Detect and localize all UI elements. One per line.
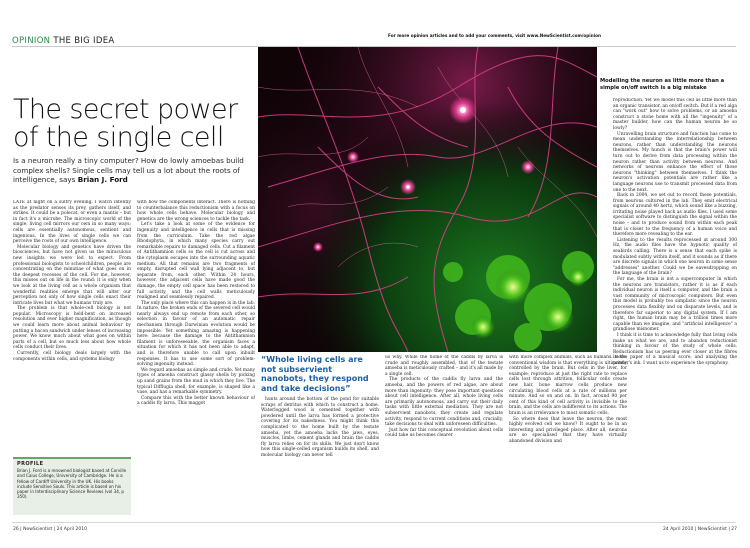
opinion-promo: For more opinion articles and to add your comments, visit www.NewScientist.com/opinion [388,33,602,38]
pull-quote: “Whole living cells are not subservient nanobots, they respond and take decisions” [261,355,369,393]
standfirst-text: Is a neuron really a tiny computer? How do lowly amoebas build complex shells? Single cells may tell us a lot about the roots of intelligence, says [13,156,244,185]
paragraph: reproduction. Yet we model this cell as little more than an organic transistor, an on/off switch. But if a red alga can "work out" how to solve problems, or an amoeba construct a stone home with all the "ingenuity" of a master builder, how can the human neuron be so lowly? [613,98,737,131]
body-column-1 [13,200,131,452]
article-standfirst [13,156,258,185]
paragraph: Currently, cell biology deals largely with the components within cells, and systems biology [13,351,131,362]
paragraph: The problem is that whole-cell biology is not popular. Microscopy is held-bent on increased resolution and ever higher magnification, as though we could learn more about animal behaviour by putting a bacon sandwich under lenses of increasing power. We know much about what goes on within parts of a cell, but so much less about how whole cells conduct their lives. [13,306,131,351]
article-headline: The secret power of the single cell [13,94,238,153]
paragraph: Just how far this conceptual revolution about cells could take us becomes clearer [385,427,503,439]
paragraph: Listening to the results reprocessed at around 300 Hz, the audio files have the hypnotic quality of seabirds calling. There is a sense that each spike is modulated subtly within itself, and it sounds as if there are discrete signals in which one neuron in some sense "addresses" another. Could we be eavesdropping on the language of the brain? [613,237,737,277]
paragraph: LATE at night on a sultry evening, I watch intently as the predator senses its prey, gathers itself, and strikes. It could be a polecat, or even a mantis – but in fact it's a microbe. The microscopic world of the single, living cell mirrors our own in so many ways: cells are essentially autonomous, sentient and ingenious. In the lives of single cells we can perceive the roots of our own intelligence. [13,200,131,245]
paragraph: Unravelling brain structure and function has come to mean understanding the interrelationship between neurons, rather than understanding the neurons themselves. My hunch is that the brain's power will turn out to derive from data processing within the neuron rather than activity between neurons. And networks of neurons enhance the effect of those neurons "thinking" between themselves. I think the neuron's activation potentials are rather like a language neurons use to transmit processed data from one to the next. [613,131,737,193]
body-column-6 [613,98,737,518]
section-header [12,36,114,46]
paragraph: The products of the caddis fly larva and the amoeba, and the powers of red algae, are about more than ingenuity: they pose important questions about cell intelligence. After all, whole living cells are primarily autonomous, and carry out their daily tasks with little external mediation. They are not subservient nanobots, they create and regulate activity, respond to current conditions and, crucially, take decisions to deal with unforeseen difficulties. [385,377,503,428]
neuron-micrograph [258,47,597,352]
body-column-5 [509,355,627,517]
footer-right: 24 April 2010 | NewScientist | 27 [663,527,737,532]
section-name: THE BIG IDEA [53,36,115,46]
body-column-2 [137,200,255,518]
body-column-4 [385,355,503,517]
paragraph: Compare this with the better known behaviour of a caddis fly larva. This maggot [137,395,255,407]
paragraph: Molecular biology and genetics have driven the biosciences, but have not given us the miraculous new insights we were led to expect. From professional biologists to schoolchildren, people are concentrating on the minutiae of what goes on in the deepest recesses of the cell. For me, however, this misses out on life in the round: it is only when we look at the living cell as a whole organism that wonderful realities emerge that will alter our perception not only of how single cells enact their intricate lives but what we humans truly are. [13,244,131,306]
paragraph: I think it is time to acknowledge fully that living cells make us what we are, and to abandon reductionist thinking in favour of the study of whole cells. Reductionism has us peering ever closer at the fibres in the paper of a musical score, and analysing the printer's ink. I want us to experience the symphony. [613,332,737,366]
paragraph: Let's take a look at some of the evidence for ingenuity and intelligence in cells that is missing from the curriculum. Take the red algae Rhodophyta, in which many species carry out remarkable repairs to damaged cells. Cut a filament of Antithamnion cells so the cell is cut across and the cytoplasm escapes into the surrounding aquatic medium. All that remains are two fragments of empty, disrupted cell wall lying adjacent to, but separate from, each other. Within 24 hours, however, the adjacent cells have made good the damage, the empty cell space has been restored to full activity, and the cell walls meticulously realigned and seamlessly repaired. [137,222,255,301]
profile-text: Brian J. Ford is a renowned biologist based at Corville and Caius College, University of Cambridge. He is a fellow of Cardiff University in the UK. His books include Sensitive Souls. This article is based on his paper in Interdisciplinary Science Reviews (vol 34, p 350). [17,468,127,500]
paragraph: with more complex animals, such as humans. Here, conventional wisdom is that everything is ultimately controlled by the brain. But cells in the liver, for example, reproduce at just the right rate to replace cells lost through attrition, follicular cells create new hair, bone marrow cells produce new circulating blood cells at a rate of millions per minute. And so on and on. In fact, around 90 per cent of this kind of cell activity is invisible to the brain, and the cells are indifferent to its actions. The brain is an irrelevance to most somatic cells. [509,355,627,416]
paragraph: us why. While the home of the caddis fly larva is crude and roughly assembled, that of the testate amoeba is meticulously crafted – and it's all made by a single cell. [385,355,503,377]
footer-left: 26 | NewScientist | 24 April 2010 [13,527,87,532]
paragraph: For me, the brain is not a supercomputer in which the neurons are transistors, rather it is as if each individual neuron is itself a computer, and the brain a vast community of microscopic computers. But even this model is probably too simplistic since the neuron processes data flexibly and on disparate levels, and is therefore far superior to any digital system. If I am right, the human brain may be a trillion times more capable than we imagine, and "artificial intelligence" a grandiose misnomer. [613,277,737,333]
footer-rule [12,522,736,523]
author-byline: Brian J. Ford [77,175,128,185]
paragraph: hunts around the bottom of the pond for suitable scraps of detritus with which to construct a home. Waterlogged wood is cemented together with powdered until the larva has formed a protective covering for its nakedness. You might think this complicated to the home built by the testate amoeba, yet the amoeba lacks the jaws, eyes, muscles, limbs, cement glands and brain the caddis fly larva relies on for its skills. We just don't know how this single-celled organism builds its shell, and molecular biology can never tell [261,397,379,458]
paragraph: The only place where this can happen is in the lab. In nature, the broken ends of the severed cell would nearly always end up remote from each other, so selection in favour of an automatic repair mechanism through Darwinian evolution would be impossible. Yet something amazing is happening here: because the damage to the Antithamnion filament is unforeseeable, the organism faces a situation for which it has not been able to adapt, and is therefore unable to call upon inbuilt responses. It has to use some sort of problem-solving ingenuity instead. [137,300,255,368]
image-caption: Modelling the neuron as little more than a simple on/off switch is a big mistake [600,78,725,91]
paragraph: Back in 2004, we set out to record these potentials, from neurons cultured in the lab. They emit electrical signals of around 40 hertz, which sound like a buzzing, irritating noise played back as audio files. I used some specialist software to distinguish the signal within the noise – and to produce sound from within each peak that is closer to the frequency of a human voice and therefore more revealing to the ear. [613,193,737,238]
paragraph: with how the components interact. There is nothing to counterbalance this reductionism with a focus on how whole cells behave. Molecular biology and genetics are the wrong sciences to tackle the task. [137,200,255,222]
neuron-micrograph-art [258,47,597,352]
author-profile-box [13,457,131,515]
paragraph: So where does that leave the neuron, the most highly evolved cell we know? It ought to be in an interesting and privileged place. After all, neurons are so specialised that they have virtually abandoned division and [509,416,627,444]
section-opinion: OPINION [12,36,51,46]
profile-heading: PROFILE [17,461,44,467]
paragraph: We regard amoebas as simple and crude. Yet many types of amoeba construct glassy shells by picking up sand grains from the mud in which they live. The typical Difflugia shell, for example, is shaped like a vase, and has a remarkable symmetry. [137,367,255,396]
pull-quote-wrap [261,355,379,395]
